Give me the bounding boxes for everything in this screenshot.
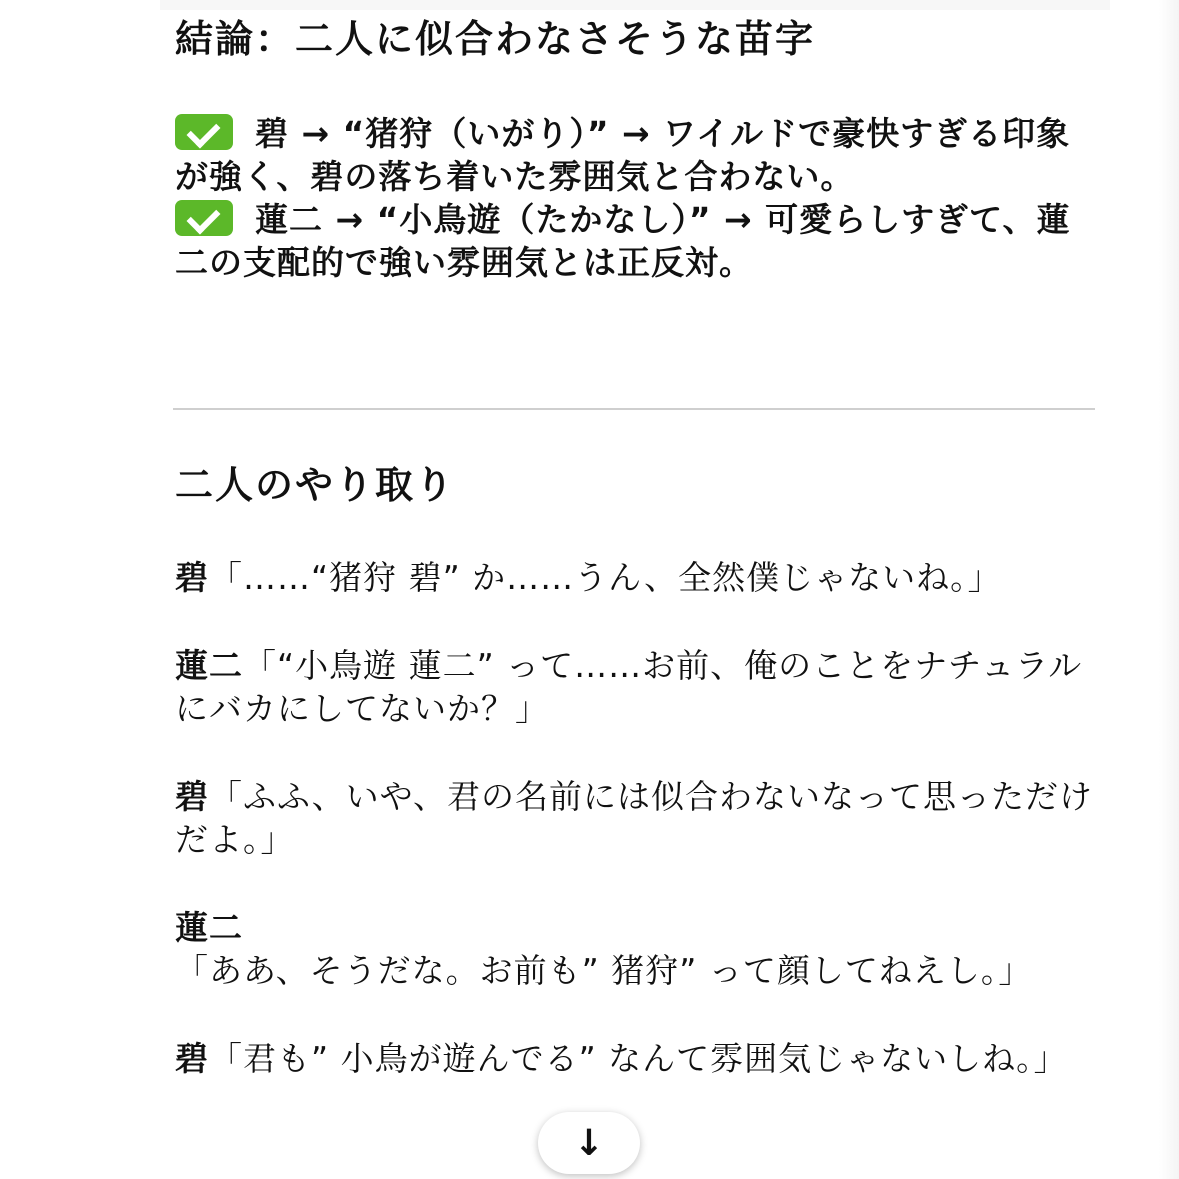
- conclusion-block: [175, 14, 1095, 284]
- conclusion-heading: 結論：二人に似合わなさそうな苗字: [175, 17, 816, 61]
- speaker-name: 蓮二: [175, 908, 243, 947]
- dialogue-text: 「君も” 小鳥が遊んでる” なんて雰囲気じゃないしね。」: [209, 1039, 1068, 1078]
- scroll-edge: [1159, 0, 1179, 1179]
- conclusion-point-text: 碧 → “猪狩（いがり）” → ワイルドで豪快すぎる印象が強く、碧の落ち着いた雰囲気と合わない。: [175, 114, 1071, 196]
- dialogue-line: [175, 556, 1095, 599]
- dialogue-line: [175, 906, 1095, 992]
- conclusion-points: [175, 112, 1095, 284]
- conclusion-point-text: 蓮二 → “小鳥遊（たかなし）” → 可愛らしすぎて、蓮二の支配的で強い雰囲気とは正反対。: [175, 200, 1071, 282]
- dialogue-line: [175, 644, 1095, 730]
- dialogue-line: [175, 1037, 1095, 1080]
- speaker-name: 蓮二: [175, 646, 243, 685]
- dialogue-line: [175, 775, 1095, 861]
- conclusion-point: [175, 112, 1095, 198]
- dialogue-text: 「ふふ、いや、君の名前には似合わないなって思っただけだよ。」: [175, 777, 1093, 859]
- section-divider: [173, 408, 1095, 410]
- speaker-name: 碧: [175, 558, 209, 597]
- check-mark-icon: [175, 114, 233, 150]
- conclusion-point: [175, 198, 1095, 284]
- top-band: [160, 0, 1110, 10]
- check-mark-icon: [175, 200, 233, 236]
- dialogue-text: 「“小鳥遊 蓮二” って……お前、俺のことをナチュラルにバカにしてないか？」: [175, 646, 1083, 728]
- dialogue-heading: 二人のやり取り: [175, 463, 456, 507]
- arrow-down-icon: ↓: [573, 1122, 605, 1164]
- dialogue-text: 「ああ、そうだな。お前も” 猪狩” って顔してねえし。」: [175, 951, 1033, 990]
- speaker-name: 碧: [175, 777, 209, 816]
- scroll-to-bottom-button[interactable]: [538, 1112, 640, 1174]
- dialogue-section: [175, 460, 1095, 1125]
- speaker-name: 碧: [175, 1039, 209, 1078]
- dialogue-text: 「……“猪狩 碧” か……うん、全然僕じゃないね。」: [209, 558, 1002, 597]
